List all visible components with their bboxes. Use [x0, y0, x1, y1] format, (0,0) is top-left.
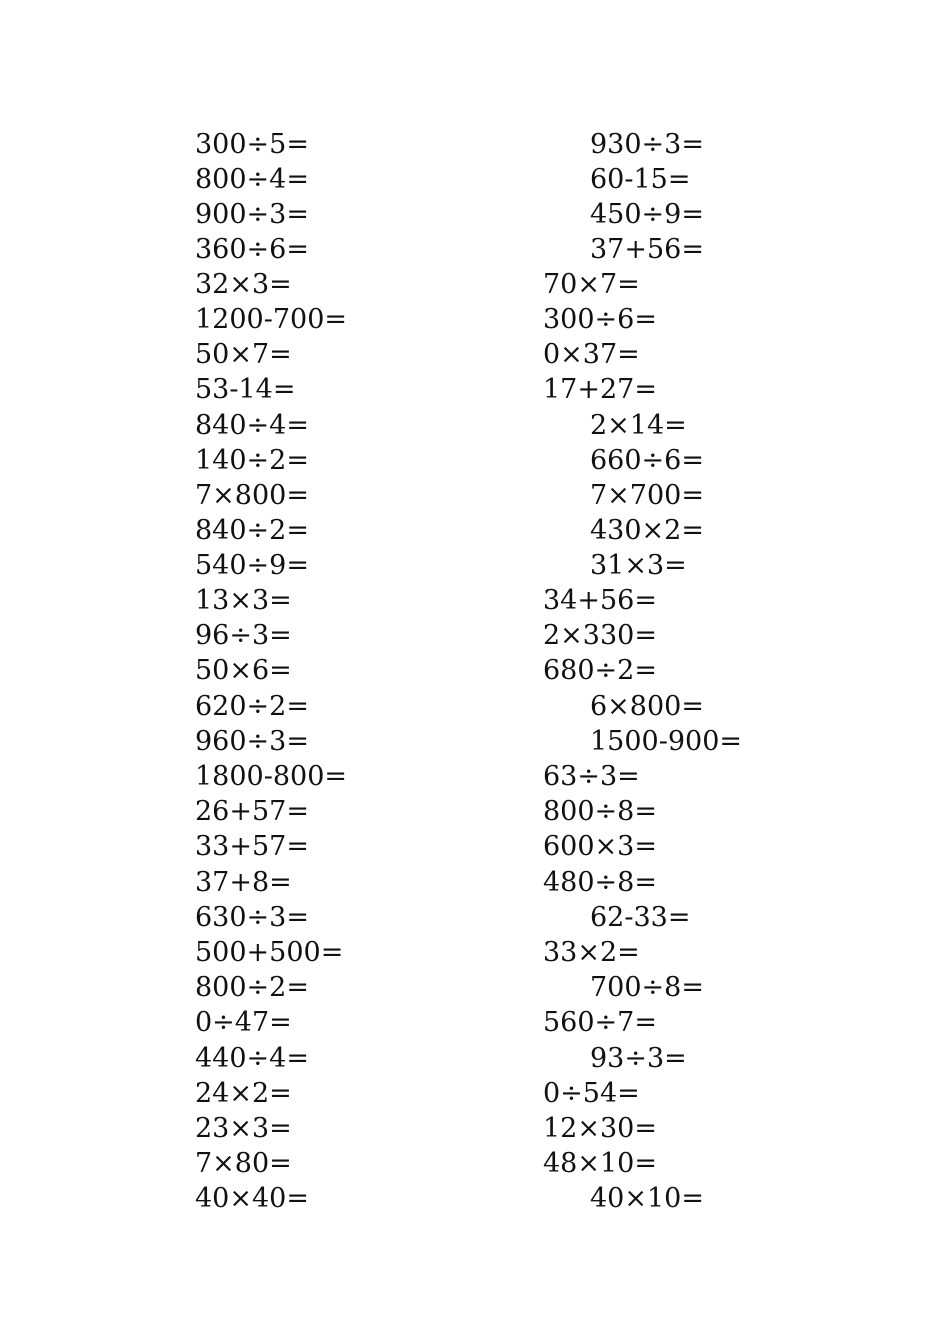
- problem-left-19: 1800-800=: [195, 761, 347, 792]
- problem-right-10: 660÷6=: [590, 445, 704, 476]
- problem-left-10: 140÷2=: [195, 445, 309, 476]
- problem-right-16: 680÷2=: [543, 655, 657, 686]
- problem-left-9: 840÷4=: [195, 410, 309, 441]
- problem-left-24: 500+500=: [195, 937, 344, 968]
- problem-left-14: 13×3=: [195, 585, 292, 616]
- problem-left-7: 50×7=: [195, 339, 292, 370]
- problem-right-23: 62-33=: [590, 902, 691, 933]
- problem-right-5: 70×7=: [543, 269, 640, 300]
- problem-left-26: 0÷47=: [195, 1007, 292, 1038]
- problem-right-31: 40×10=: [590, 1183, 704, 1214]
- problem-left-29: 23×3=: [195, 1113, 292, 1144]
- problem-left-31: 40×40=: [195, 1183, 309, 1214]
- problem-right-28: 0÷54=: [543, 1078, 640, 1109]
- problem-right-29: 12×30=: [543, 1113, 657, 1144]
- problem-right-3: 450÷9=: [590, 199, 704, 230]
- problem-right-9: 2×14=: [590, 410, 687, 441]
- problem-right-18: 1500-900=: [590, 726, 742, 757]
- problem-left-13: 540÷9=: [195, 550, 309, 581]
- problem-left-5: 32×3=: [195, 269, 292, 300]
- problem-right-2: 60-15=: [590, 164, 691, 195]
- problem-left-22: 37+8=: [195, 867, 292, 898]
- problem-left-18: 960÷3=: [195, 726, 309, 757]
- problem-right-26: 560÷7=: [543, 1007, 657, 1038]
- problem-left-25: 800÷2=: [195, 972, 309, 1003]
- problem-left-30: 7×80=: [195, 1148, 292, 1179]
- problem-right-21: 600×3=: [543, 831, 657, 862]
- problem-right-13: 31×3=: [590, 550, 687, 581]
- problem-right-24: 33×2=: [543, 937, 640, 968]
- problem-right-14: 34+56=: [543, 585, 657, 616]
- problem-left-3: 900÷3=: [195, 199, 309, 230]
- problem-right-17: 6×800=: [590, 691, 704, 722]
- problem-right-4: 37+56=: [590, 234, 704, 265]
- problem-right-15: 2×330=: [543, 620, 657, 651]
- problem-left-1: 300÷5=: [195, 129, 309, 160]
- problem-left-6: 1200-700=: [195, 304, 347, 335]
- problem-left-21: 33+57=: [195, 831, 309, 862]
- problem-right-25: 700÷8=: [590, 972, 704, 1003]
- problem-left-15: 96÷3=: [195, 620, 292, 651]
- problem-right-8: 17+27=: [543, 374, 657, 405]
- problem-right-22: 480÷8=: [543, 867, 657, 898]
- problem-right-6: 300÷6=: [543, 304, 657, 335]
- problem-left-28: 24×2=: [195, 1078, 292, 1109]
- problem-right-30: 48×10=: [543, 1148, 657, 1179]
- problem-right-19: 63÷3=: [543, 761, 640, 792]
- problem-right-27: 93÷3=: [590, 1043, 687, 1074]
- problem-right-12: 430×2=: [590, 515, 704, 546]
- problem-right-11: 7×700=: [590, 480, 704, 511]
- problem-left-16: 50×6=: [195, 655, 292, 686]
- problem-left-17: 620÷2=: [195, 691, 309, 722]
- problem-left-23: 630÷3=: [195, 902, 309, 933]
- problem-left-20: 26+57=: [195, 796, 309, 827]
- problem-left-8: 53-14=: [195, 374, 296, 405]
- problem-left-2: 800÷4=: [195, 164, 309, 195]
- problem-left-27: 440÷4=: [195, 1043, 309, 1074]
- problem-left-12: 840÷2=: [195, 515, 309, 546]
- problem-left-11: 7×800=: [195, 480, 309, 511]
- problem-right-7: 0×37=: [543, 339, 640, 370]
- problem-right-20: 800÷8=: [543, 796, 657, 827]
- problem-left-4: 360÷6=: [195, 234, 309, 265]
- problem-right-1: 930÷3=: [590, 129, 704, 160]
